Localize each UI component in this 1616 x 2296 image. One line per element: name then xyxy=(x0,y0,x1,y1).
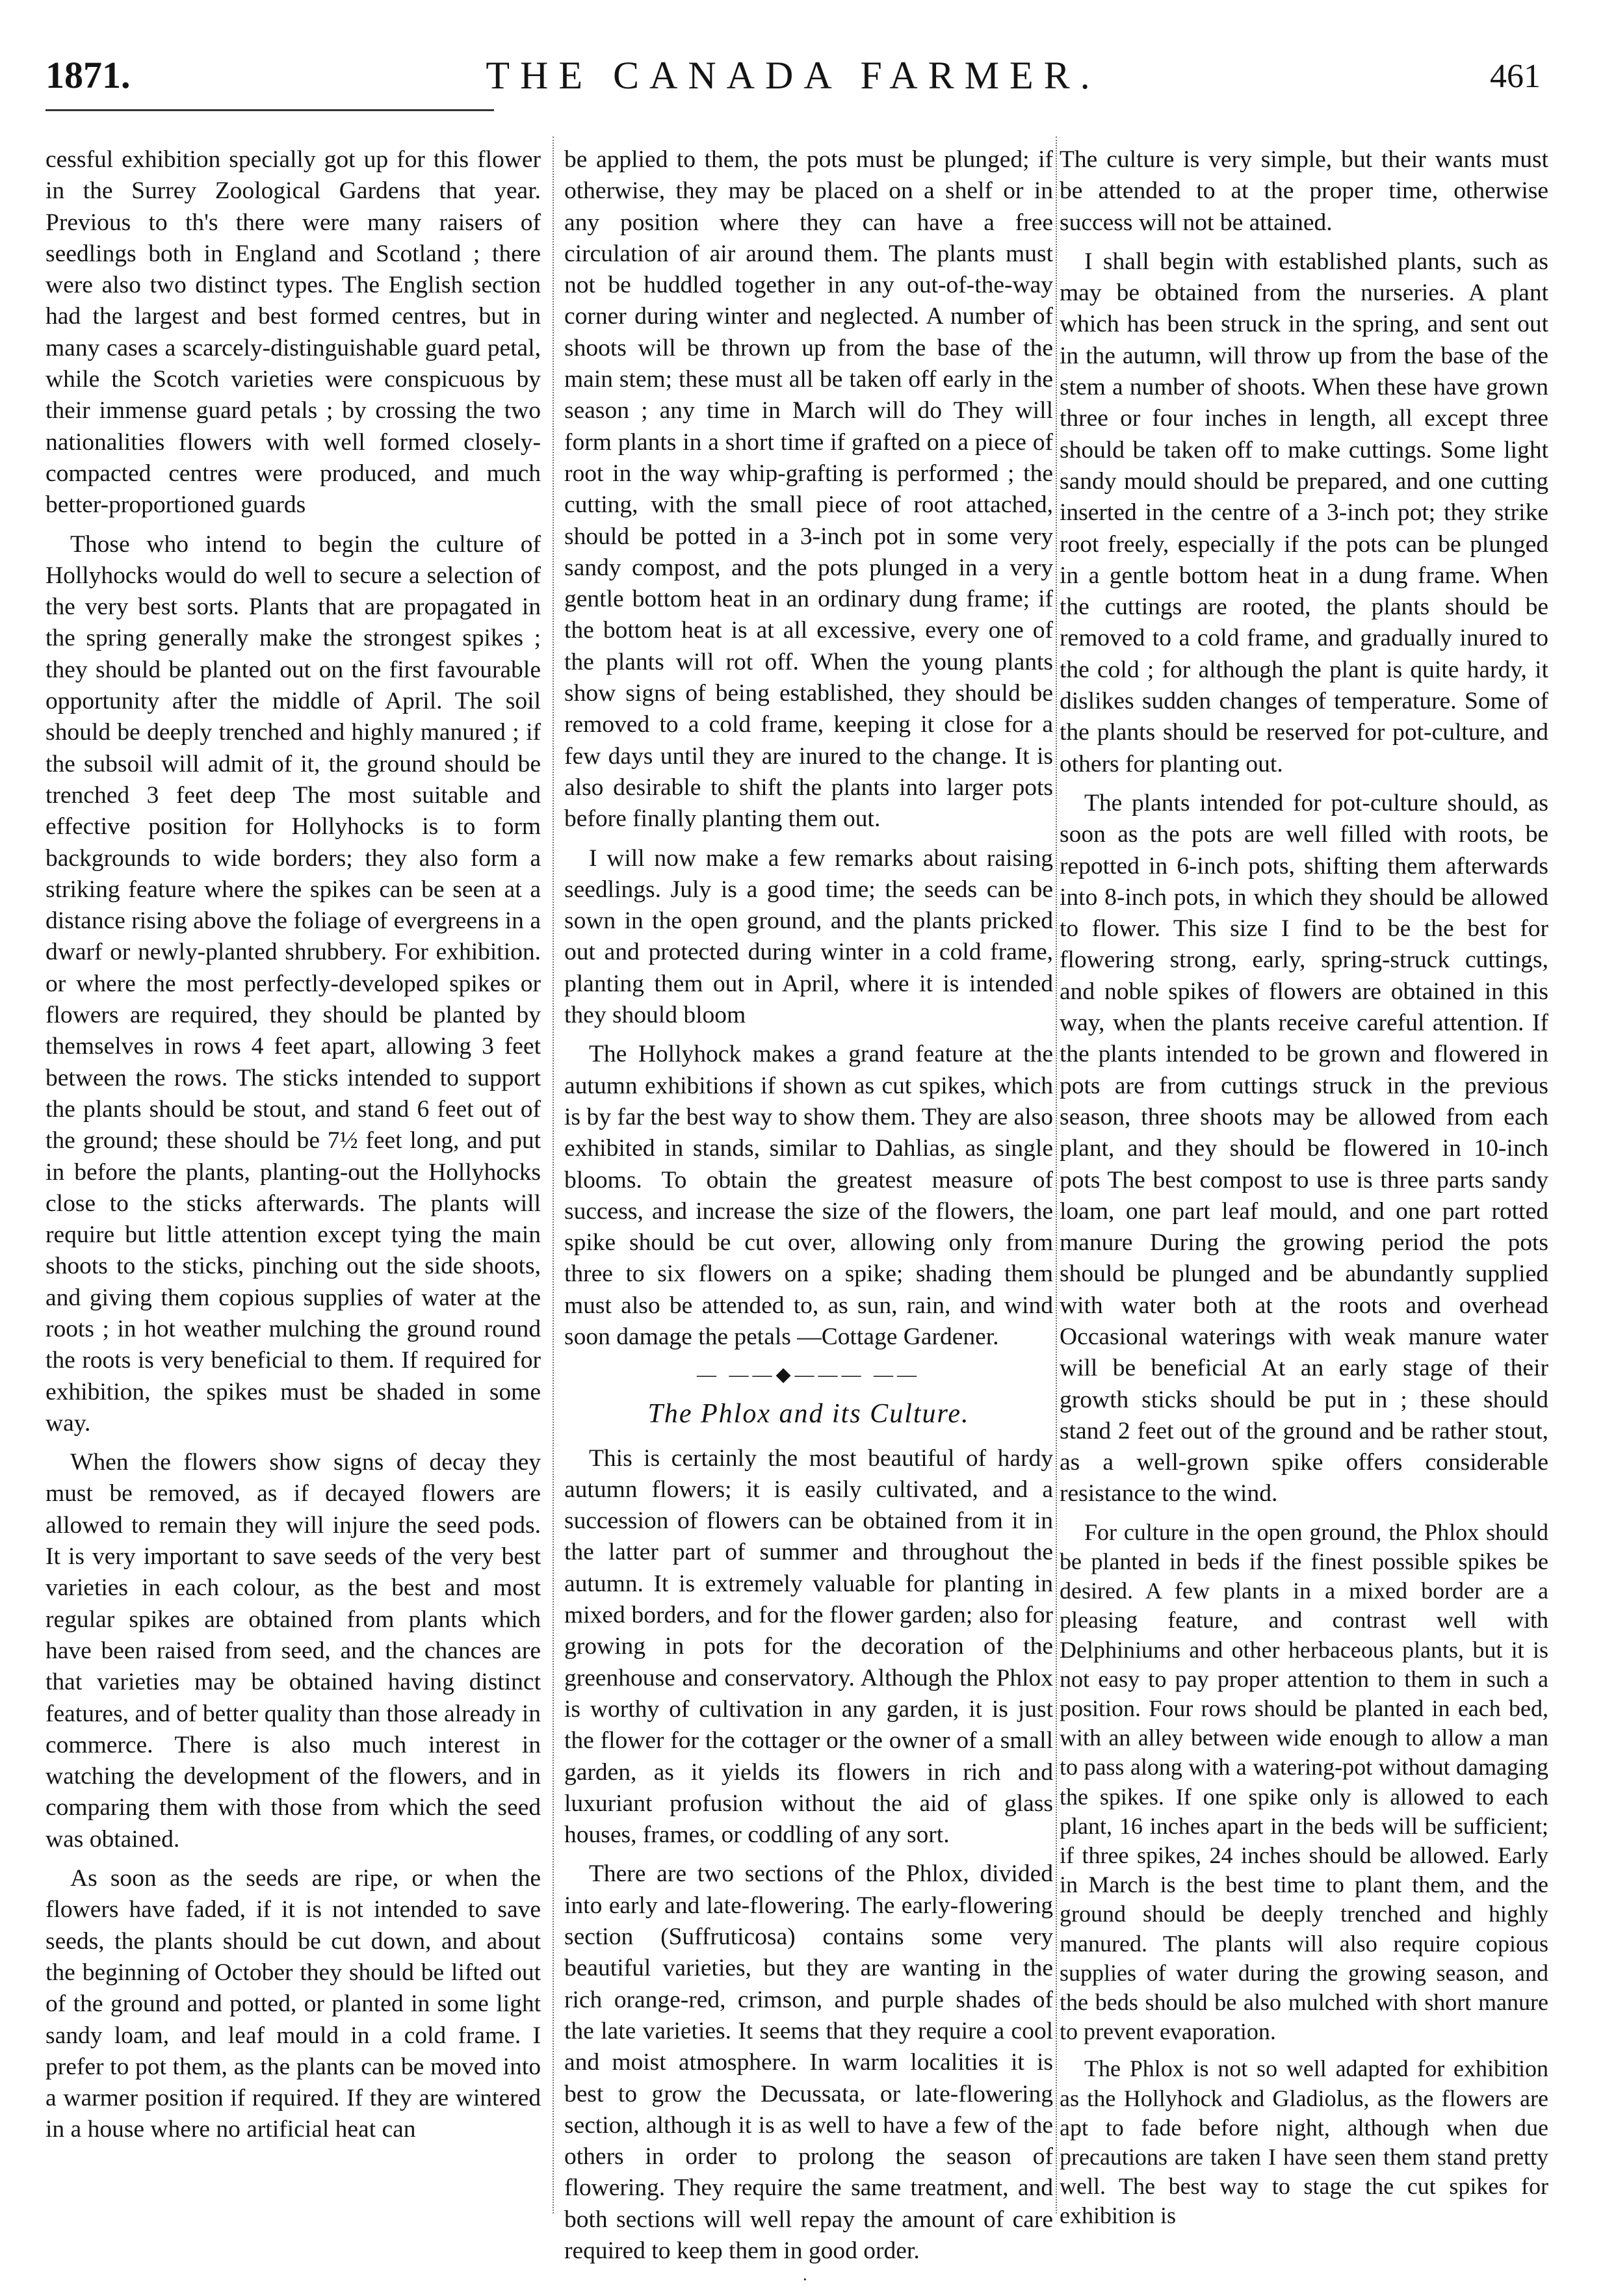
paragraph: As soon as the seeds are ripe, or when the flowers have faded, if it is not intended to save seeds, the plants should be cut down, and about the beginning of October they should be lifted out of the ground and potted, or planted in some light sandy loam, and leaf mould in a cold frame. I prefer to pot them, as the plants can be moved into a warmer position if required. If they are wintered in a house where no artificial heat can xyxy=(46,1865,541,2143)
column-divider xyxy=(553,137,554,2213)
column-2 xyxy=(564,144,1053,2275)
issue-year: 1871. xyxy=(46,54,131,96)
paragraph: The Hollyhock makes a grand feature at the autumn exhibitions if shown as cut spikes, which is by far the best way to show them. They are also exhibited in stands, similar to Dahlias, as single blooms. To obtain the greatest measure of success, and increase the size of the flowers, the spike should be cut over, allowing only from three to six flowers on a spike; shading them must also be attended to, as sun, rain, and wind soon damage the petals —Cottage Gardener. xyxy=(564,1041,1053,1350)
page-number: 461 xyxy=(1490,58,1541,95)
paragraph: There are two sections of the Phlox, divided into early and late-flowering. The early-flowering section (Suffruticosa) contains some very beautiful varieties, but they are wanting in the rich orange-red, crimson, and purple shades of the late varieties. It seems that they require a cool and moist atmosphere. In warm localities it is best to grow the Decussata, or late-flowering section, although it is as well to have a few of the others in order to prolong the season of flowering. They require the same treatment, and both sections will well repay the amount of care required to keep them in good order. xyxy=(564,1860,1053,2264)
paragraph: When the flowers show signs of decay they must be removed, as if decayed flowers are allowed to remain they will injure the seed pods. It is very important to save seeds of the very best varieties in each colour, as the best and most regular spikes are obtained from plants which have been raised from seed, and the chances are that varieties may be obtained having distinct features, and of better quality than those already in commerce. There is also much interest in watching the development of the flowers, and in comparing them with those from which the seed was obtained. xyxy=(46,1449,541,1853)
header-rule xyxy=(46,109,494,111)
column-1 xyxy=(46,144,541,2154)
paragraph: Those who intend to begin the culture of Hollyhocks would do well to secure a selection of the very best sorts. Plants that are propagated in the spring generally make the strongest spikes ; they should be planted out on the first favourable opportunity after the middle of April. The soil should be deeply trenched and highly manured ; if the subsoil will admit of it, the ground should be trenched 3 feet deep The most suitable and effective position for Hollyhocks is to form backgrounds to wide borders; they also form a striking feature where the spikes can be seen at a distance rising above the foliage of evergreens in a dwarf or newly-planted shrubbery. For exhibition. or where the most perfectly-developed spikes or flowers are required, they should be planted by themselves in rows 4 feet apart, allowing 3 feet between the rows. The sticks intended to support the plants should be stout, and stand 6 feet out of the ground; these should be 7½ feet long, and put in before the plants, planting-out the Hollyhocks close to the sticks afterwards. The plants will require but little attention except tying the main shoots to the sticks, pinching out the side shoots, and giving them copious supplies of water at the roots ; in hot weather mulching the ground round the roots is very beneficial to them. If required for exhibition, the spikes must be shaded in some way. xyxy=(46,530,541,1437)
column-divider xyxy=(1056,137,1057,2213)
footer-mark: · xyxy=(802,2270,808,2289)
paragraph: I shall begin with established plants, such as may be obtained from the nurseries. A plant which has been struck in the spring, and sent out in the autumn, will throw up from the base of the stem a number of shoots. When these have grown three or four inches in length, all except three should be taken off to make cuttings. Some light sandy mould should be prepared, and one cutting inserted in the centre of a 3-inch pot; they strike root freely, especially if the pots can be plunged in a gentle bottom heat in a dung frame. When the cuttings are rooted, the plants should be removed to a cold frame, and gradually inured to the cold ; for although the plant is quite hardy, it dislikes sudden changes of temperature. Some of the plants should be reserved for pot-culture, and others for planting out. xyxy=(1060,248,1548,777)
paragraph: cessful exhibition specially got up for this flower in the Surrey Zoological Gardens that year. Previous to th's there were many raisers of seedlings both in England and Scotland ; there were also two distinct types. The English section had the largest and best formed centres, but in many cases a scarcely-distinguishable guard petal, while the Scotch varieties were conspicuous by their immense guard petals ; by crossing the two nationalities flowers with well formed closely-compacted centres were produced, and much better-proportioned guards xyxy=(46,146,541,519)
paragraph: This is certainly the most beautiful of hardy autumn flowers; it is easily cultivated, and a succession of flowers can be obtained from it in the latter part of summer and throughout the autumn. It is extremely valuable for planting in mixed borders, and for the flower garden; also for growing in pots for the decoration of the greenhouse and conservatory. Although the Phlox is worthy of cultivation in any garden, it is just the flower for the cottager or the owner of a small garden, as it yields its flowers in rich and luxuriant profusion without the aid of glass houses, frames, or coddling of any sort. xyxy=(564,1444,1053,1849)
paragraph: For culture in the open ground, the Phlox should be planted in beds if the finest possible spikes be desired. A few plants in a mixed border are a pleasing feature, and contrast well with Delphiniums and other herbaceous plants, but it is not easy to pay proper attention to them in such a position. Four rows should be planted in each bed, with an alley between wide enough to allow a man to pass along with a watering-pot without damaging the spikes. If one spike only is allowed to each plant, 16 inches apart in the beds will be sufficient; if three spikes, 24 inches should be allowed. Early in March is the best time to plant them, and the ground should be deeply trenched and highly manured. The plants will also require copious supplies of water during the growing season, and the beds should be also mulched with short manure to prevent evaporation. xyxy=(1060,1519,1548,2045)
column-3 xyxy=(1060,144,1548,2239)
section-separator: — ——◆——— —— xyxy=(696,1364,921,1386)
paragraph: The Phlox is not so well adapted for exhibition as the Hollyhock and Gladiolus, as the flowers are apt to fade before night, although when due precautions are taken I have seen them stand pretty well. The best way to stage the cut spikes for exhibition is xyxy=(1060,2055,1548,2229)
paragraph: I will now make a few remarks about raising seedlings. July is a good time; the seeds can be sown in the open ground, and the plants pricked out and protected during winter in a cold frame, planting them out in April, where it is intended they should bloom xyxy=(564,844,1053,1029)
page-header xyxy=(46,53,1541,112)
masthead-title: THE CANADA FARMER. xyxy=(486,54,1101,97)
paragraph: The culture is very simple, but their wants must be attended to at the proper time, otherwise success will not be attained. xyxy=(1060,146,1548,236)
paragraph: be applied to them, the pots must be plunged; if otherwise, they may be placed on a shelf or in any position where they can have a free circulation of air around them. The plants must not be huddled together in any out-of-the-way corner during winter and neglected. A number of shoots will be thrown up from the base of the main stem; these must all be taken off early in the season ; any time in March will do They will form plants in a short time if grafted on a piece of root in the way whip-grafting is performed ; the cutting, with the small piece of root attached, should be potted in a 3-inch pot in some very sandy compost, and the pots plunged in a very gentle bottom heat in an ordinary dung frame; if the bottom heat is at all excessive, every one of the plants will rot off. When the young plants show signs of being established, they should be removed to a cold frame, keeping it close for a few days until they are inured to the change. It is also desirable to shift the plants into larger pots before finally planting them out. xyxy=(564,146,1053,833)
article-heading: The Phlox and its Culture. xyxy=(647,1399,970,1429)
paragraph: The plants intended for pot-culture should, as soon as the pots are well filled with roots, be repotted in 6-inch pots, shifting them afterwards into 8-inch pots, in which they should be allowed to flower. This size I find to be the best for flowering strong, early, spring-struck cuttings, and noble spikes of flowers are obtained in this way, when the plants receive careful attention. If the plants intended to be grown and flowered in pots are from cuttings struck in the previous season, three shoots may be allowed from each plant, and they should be flowered in 10-inch pots The best compost to use is three parts sandy loam, one part leaf mould, and one part rotted manure During the growing period the pots should be plunged and be abundantly supplied with water both at the roots and overhead Occasional waterings with weak manure water will be beneficial At an early stage of their growth sticks should be put in ; these should stand 2 feet out of the ground and be rather stout, as a well-grown spike offers considerable resistance to the wind. xyxy=(1060,789,1548,1507)
